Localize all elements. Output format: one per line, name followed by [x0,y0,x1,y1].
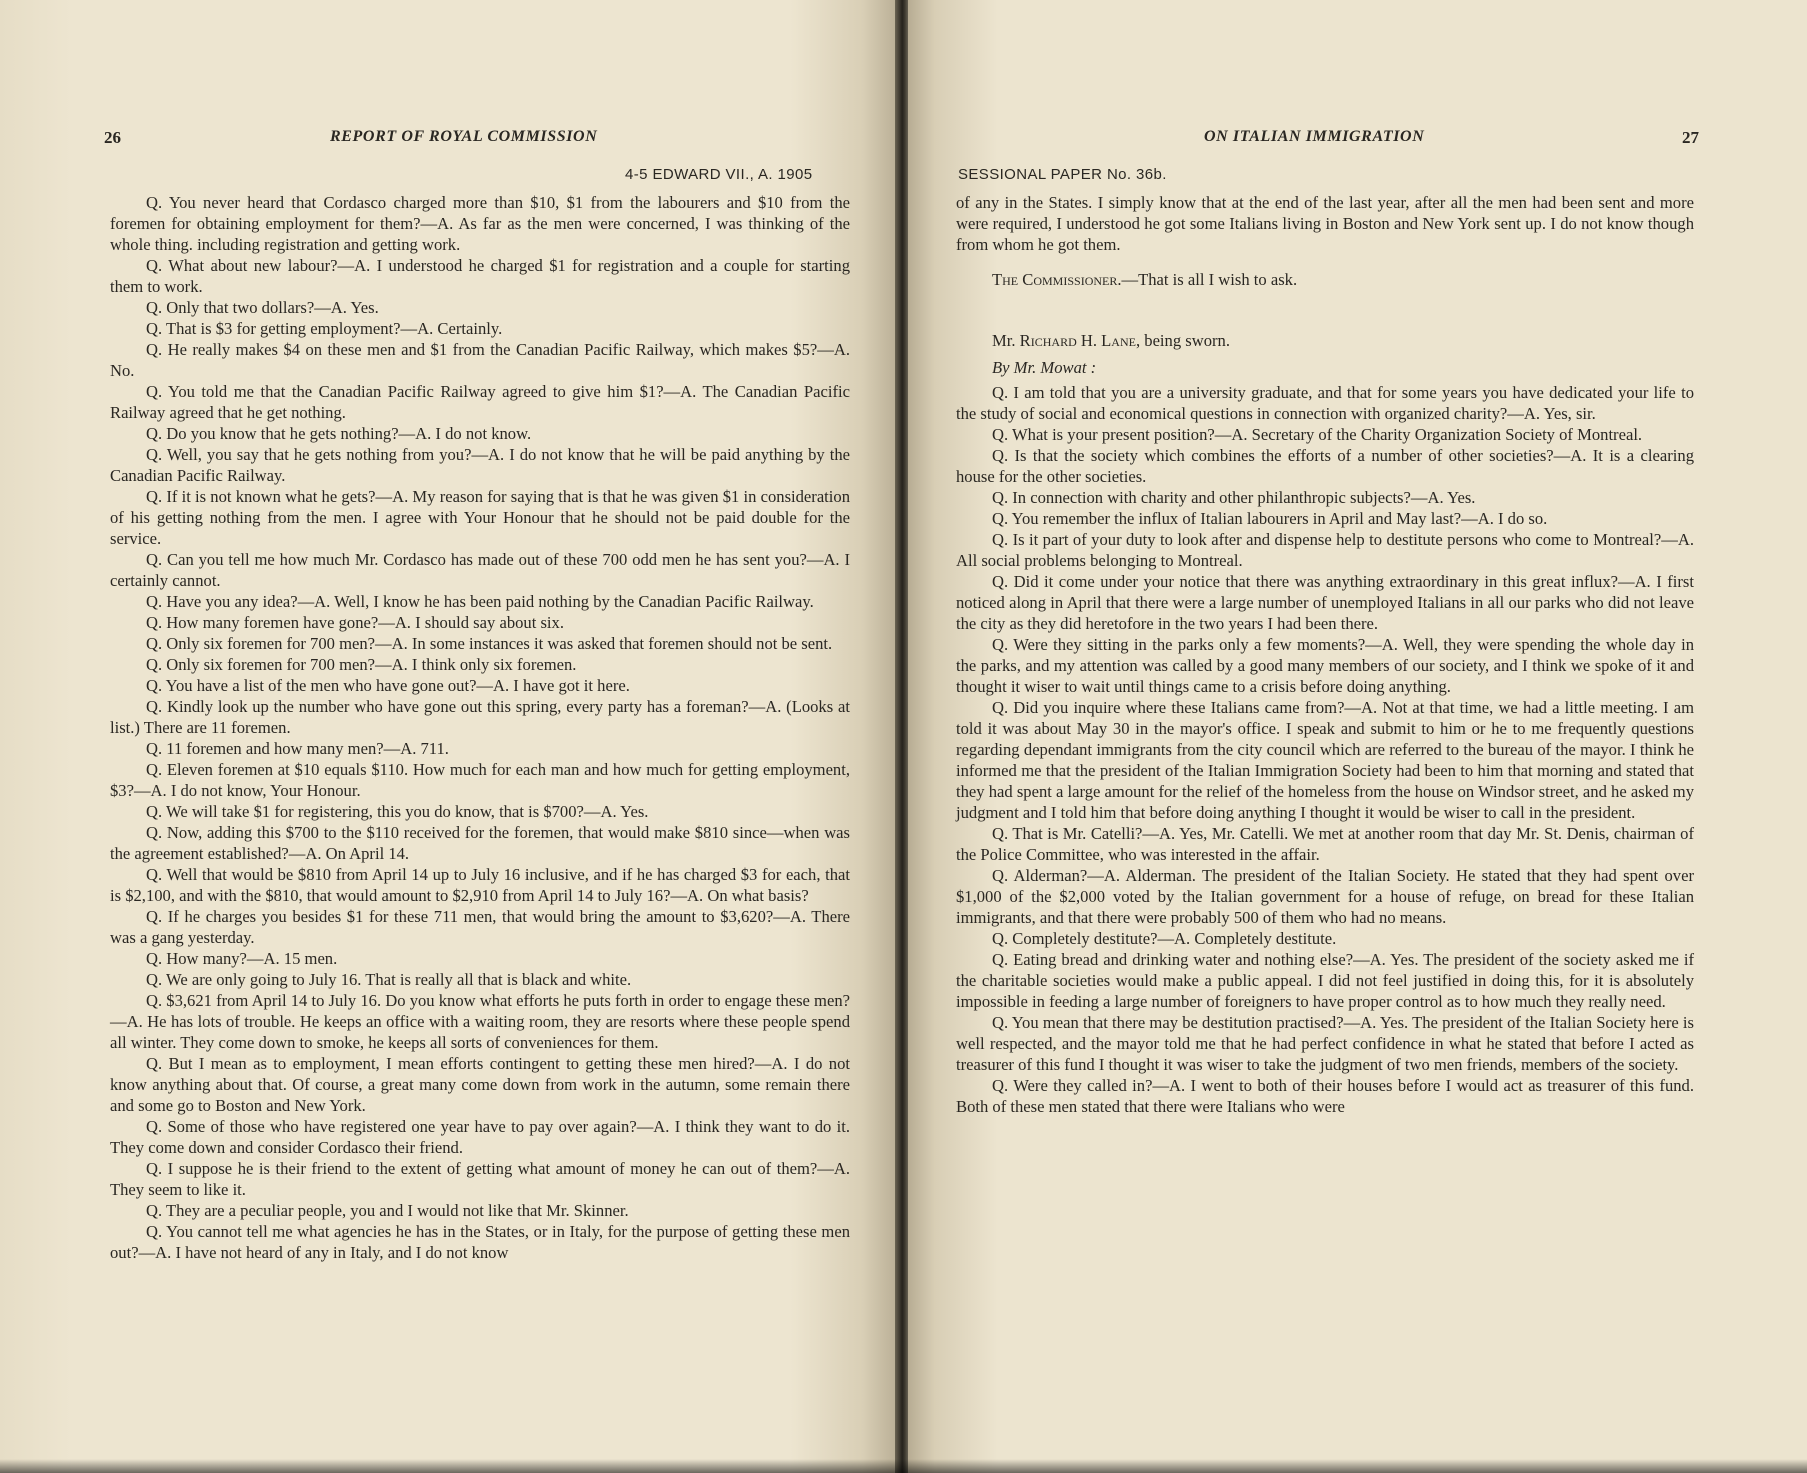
paragraph: Q. How many?—A. 15 men. [146,949,338,968]
paragraph: Q. Some of those who have registered one year have to pay over again?—A. I think they want to do it. They come down and consider Cordasco their friend. [110,1117,850,1157]
paragraph: Q. Did it come under your notice that there was anything extraordinary in this great influx?—A. I first noticed along in April that there were a large number of unemployed Italians in all our parks who did not leave the city as they did heretofore in the two years I had been there. [956,572,1694,633]
paragraph: Q. Is that the society which combines the efforts of a number of other societies?—A. It is a clearing house for the other societies. [956,446,1694,486]
commissioner-line [956,269,1694,290]
paragraph: Q. I suppose he is their friend to the extent of getting what amount of money he can out of them?—A. They seem to like it. [110,1159,850,1199]
paragraph: Q. Now, adding this $700 to the $110 received for the foremen, that would make $810 since—when was the agreement established?—A. On April 14. [110,823,850,863]
left-page [0,0,898,1473]
session-label: SESSIONAL PAPER No. 36b. [958,166,1167,183]
paragraph: Q. Did you inquire where these Italians came from?—A. Not at that time, we had a little meeting. I am told it was about May 30 in the mayor's office. I speak and submit to him or he to me frequently questions regarding dependant immigrants from the city council which are referred to the bureau of the mayor. I think he informed me that the president of the Italian Immigration Society had been to him that morning and stated that they had spent a large amount for the relief of the homeless from the house on Windsor street, and he asked my judgment and I told him that before doing anything I thought it would be wiser to call in the president. [956,698,1694,822]
running-head: ON ITALIAN IMMIGRATION [1204,128,1425,145]
paragraph: Q. Well, you say that he gets nothing from you?—A. I do not know that he will be paid anything by the Canadian Pacific Railway. [110,445,850,485]
commissioner-name: The Commissioner. [992,270,1122,289]
paragraph: Q. In connection with charity and other philanthropic subjects?—A. Yes. [992,488,1476,507]
paragraph: Q. You mean that there may be destitution practised?—A. Yes. The president of the Italian Society here is well respected, and the mayor told me that he had perfect confidence in what he stated that before I acted as treasurer of this fund I thought it was wiser to take the judgment of two men friends, members of the society. [956,1013,1694,1074]
right-text-column [956,192,1694,1117]
paragraph: Q. You told me that the Canadian Pacific Railway agreed to give him $1?—A. The Canadian Pacific Railway agreed that he get nothing. [110,382,850,422]
paragraph: Q. Eating bread and drinking water and nothing else?—A. Yes. The president of the society asked me if the charitable societies would make a public appeal. I did not feel justified in doing this, for it is absolutely impossible in feeding a large number of foreigners to have proper control as to how much they really need. [956,950,1694,1011]
paragraph: Q. Well that would be $810 from April 14 up to July 16 inclusive, and if he has charged $3 for each, that is $2,100, and with the $810, that would amount to $2,910 from April 14 to July 16?—A. On what basis? [110,865,850,905]
paragraph: Q. $3,621 from April 14 to July 16. Do you know what efforts he puts forth in order to engage these men?—A. He has lots of trouble. He keeps an office with a waiting room, they are resorts where these people spend all winter. They come down to smoke, he keeps all sorts of conveniences for them. [110,991,850,1052]
paragraph: Q. Eleven foremen at $10 equals $110. How much for each man and how much for getting employment, $3?—A. I do not know, Your Honour. [110,760,850,800]
paragraph: Q. What is your present position?—A. Secretary of the Charity Organization Society of Montreal. [992,425,1643,444]
testimony [956,382,1694,1117]
paragraph: Q. You never heard that Cordasco charged more than $10, $1 from the labourers and $10 from the foremen for obtaining employment for them?—A. As far as the men were concerned, I was thinking of the whole thing. including registration and getting work. [110,193,850,254]
page-number: 27 [1682,128,1699,147]
paragraph: Q. That is Mr. Catelli?—A. Yes, Mr. Catelli. We met at another room that day Mr. St. Denis, chairman of the Police Committee, who was interested in the affair. [956,824,1694,864]
session-label: 4-5 EDWARD VII., A. 1905 [625,166,813,183]
paragraph: Q. You remember the influx of Italian labourers in April and May last?—A. I do so. [992,509,1548,528]
paragraph: Q. I am told that you are a university graduate, and that for some years you have dedicated your life to the study of social and economical questions in connection with organized charity?—A. Yes, sir. [956,383,1694,423]
paragraph: Q. 11 foremen and how many men?—A. 711. [146,739,449,758]
witness-name: Richard H. Lane [1019,331,1136,350]
opening-paragraph: of any in the States. I simply know that at the end of the last year, after all the men had been sent and more were required, I understood he got some Italians living in Boston and New York sent up. I do not know though from whom he got them. [956,193,1694,254]
witness-line [956,330,1694,351]
paragraph: Q. Were they called in?—A. I went to both of their houses before I would act as treasurer of this fund. Both of these men stated that there were Italians who were [956,1076,1694,1116]
left-text-column [110,192,850,1263]
paragraph: Q. They are a peculiar people, you and I would not like that Mr. Skinner. [146,1201,629,1220]
right-page [908,0,1807,1473]
paragraph: Q. Have you any idea?—A. Well, I know he has been paid nothing by the Canadian Pacific Railway. [146,592,814,611]
paragraph: Q. You have a list of the men who have gone out?—A. I have got it here. [146,676,630,695]
paragraph: Q. Can you tell me how much Mr. Cordasco has made out of these 700 odd men he has sent you?—A. I certainly cannot. [110,550,850,590]
paragraph: Q. He really makes $4 on these men and $1 from the Canadian Pacific Railway, which makes $5?—A. No. [110,340,850,380]
paragraph: Q. How many foremen have gone?—A. I should say about six. [146,613,564,632]
paragraph: Q. Kindly look up the number who have gone out this spring, every party has a foreman?—A. (Looks at list.) There are 11 foremen. [110,697,850,737]
paragraph: Q. What about new labour?—A. I understood he charged $1 for registration and a couple for starting them to work. [110,256,850,296]
bottom-edge-shadow [0,1459,1807,1473]
paragraph: Q. Do you know that he gets nothing?—A. I do not know. [146,424,532,443]
paragraph: Q. If it is not known what he gets?—A. My reason for saying that is that he was given $1 in consideration of his getting nothing from the men. I agree with Your Honour that he should not be paid double for the service. [110,487,850,548]
paragraph: Q. Only six foremen for 700 men?—A. In some instances it was asked that foremen should not be sent. [146,634,833,653]
paragraph: Q. But I mean as to employment, I mean efforts contingent to getting these men hired?—A. I do not know anything about that. Of course, a great many come down from work in the autumn, some remain there and some go to Boston and New York. [110,1054,850,1115]
paragraph: Q. Alderman?—A. Alderman. The president of the Italian Society. He stated that they had spent over $1,000 of the $2,000 voted by the Italian government for a house of refuge, on bread for these Italian immigrants, and that there were probably 500 of them who had no means. [956,866,1694,927]
paragraph: Q. That is $3 for getting employment?—A. Certainly. [146,319,503,338]
witness-prefix: Mr. [992,331,1020,350]
page-number: 26 [104,128,121,147]
running-head: REPORT OF ROYAL COMMISSION [330,128,598,145]
paragraph: Q. Only six foremen for 700 men?—A. I think only six foremen. [146,655,577,674]
paragraph: Q. We are only going to July 16. That is really all that is black and white. [146,970,632,989]
paragraph: Q. You cannot tell me what agencies he has in the States, or in Italy, for the purpose of getting these men out?—A. I have not heard of any in Italy, and I do not know [110,1222,850,1262]
paragraph: Q. We will take $1 for registering, this you do know, that is $700?—A. Yes. [146,802,649,821]
paragraph: Q. Is it part of your duty to look after and dispense help to destitute persons who come to Montreal?—A. All social problems belonging to Montreal. [956,530,1694,570]
paragraph: Q. Were they sitting in the parks only a few moments?—A. Well, they were spending the whole day in the parks, and my attention was called by a good many members of our society, and I think we spoke of it and thought it wiser to wait until things came to a crisis before doing anything. [956,635,1694,696]
paragraph: Q. If he charges you besides $1 for these 711 men, that would bring the amount to $3,620?—A. There was a gang yesterday. [110,907,850,947]
witness-suffix: , being sworn. [1135,331,1230,350]
commissioner-text: —That is all I wish to ask. [1121,270,1298,289]
paragraph: Q. Only that two dollars?—A. Yes. [146,298,379,317]
examiner-line: By Mr. Mowat : [992,358,1097,377]
paragraph: Q. Completely destitute?—A. Completely destitute. [992,929,1337,948]
